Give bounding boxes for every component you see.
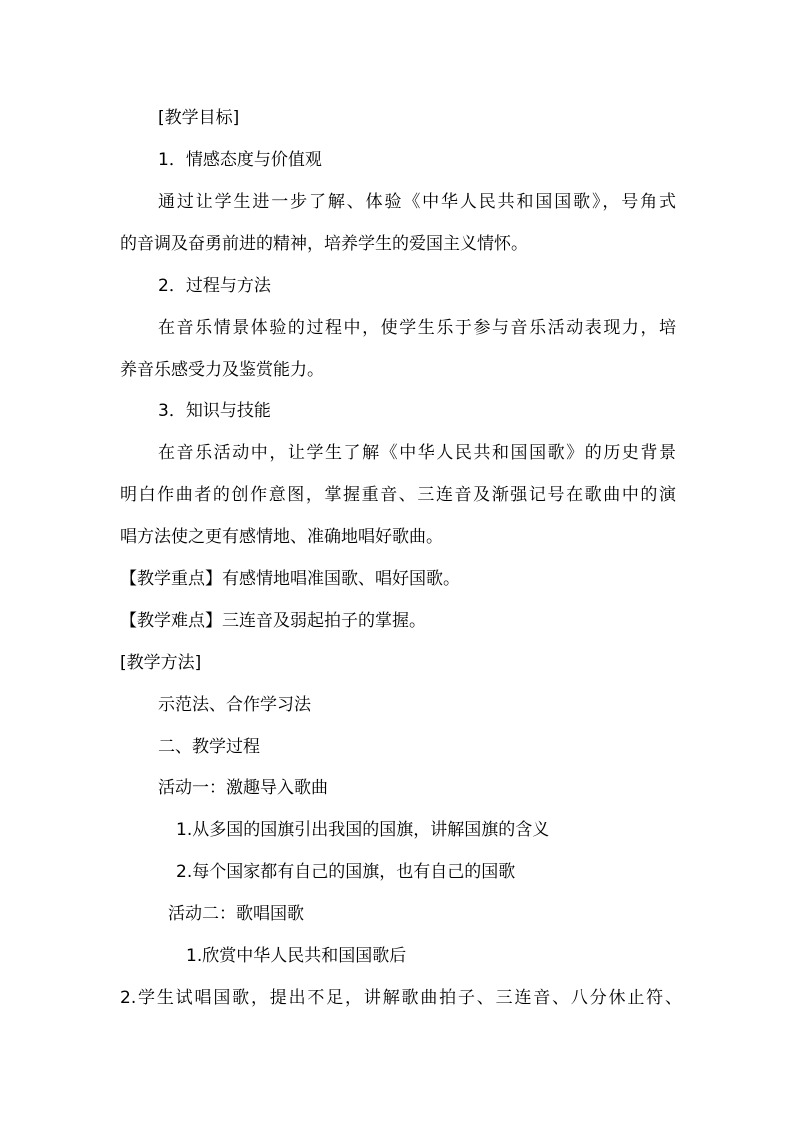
difficulty: 【教学难点】三连音及弱起拍子的掌握。 xyxy=(120,611,426,631)
activity2-title: 活动二：歌唱国歌 xyxy=(168,904,304,924)
goal1-line2: 的音调及奋勇前进的精神，培养学生的爱国主义情怀。 xyxy=(120,234,528,254)
key-point: 【教学重点】有感情地唱准国歌、唱好国歌。 xyxy=(120,569,460,589)
objectives-heading: [教学目标] xyxy=(158,108,240,128)
activity1-title: 活动一：激趣导入歌曲 xyxy=(158,778,328,798)
goal1-line1: 通过让学生进一步了解、体验《中华人民共和国国歌》，号角式 xyxy=(158,192,676,212)
goal1-title: 1．情感态度与价值观 xyxy=(158,150,322,170)
process-heading: 二、教学过程 xyxy=(158,737,260,757)
goal2-line1: 在音乐情景体验的过程中，使学生乐于参与音乐活动表现力，培 xyxy=(158,318,676,338)
activity1-item1: 1.从多国的国旗引出我国的国旗，讲解国旗的含义 xyxy=(176,820,550,840)
goal2-title: 2．过程与方法 xyxy=(158,276,271,296)
activity2-item2: 2.学生试唱国歌，提出不足，讲解歌曲拍子、三连音、八分休止符、 xyxy=(120,988,682,1008)
goal2-line2: 养音乐感受力及鉴赏能力。 xyxy=(120,360,324,380)
activity2-item1: 1.欣赏中华人民共和国国歌后 xyxy=(186,946,407,966)
goal3-line3: 唱方法使之更有感情地、准确地唱好歌曲。 xyxy=(120,527,443,547)
activity1-item2: 2.每个国家都有自己的国旗，也有自己的国歌 xyxy=(176,862,516,882)
goal3-line1: 在音乐活动中，让学生了解《中华人民共和国国歌》的历史背景 xyxy=(158,443,676,463)
methods-heading: [教学方法] xyxy=(120,653,202,673)
goal3-title: 3．知识与技能 xyxy=(158,401,271,421)
methods: 示范法、合作学习法 xyxy=(158,695,311,715)
goal3-line2: 明白作曲者的创作意图，掌握重音、三连音及渐强记号在歌曲中的演 xyxy=(120,485,676,505)
